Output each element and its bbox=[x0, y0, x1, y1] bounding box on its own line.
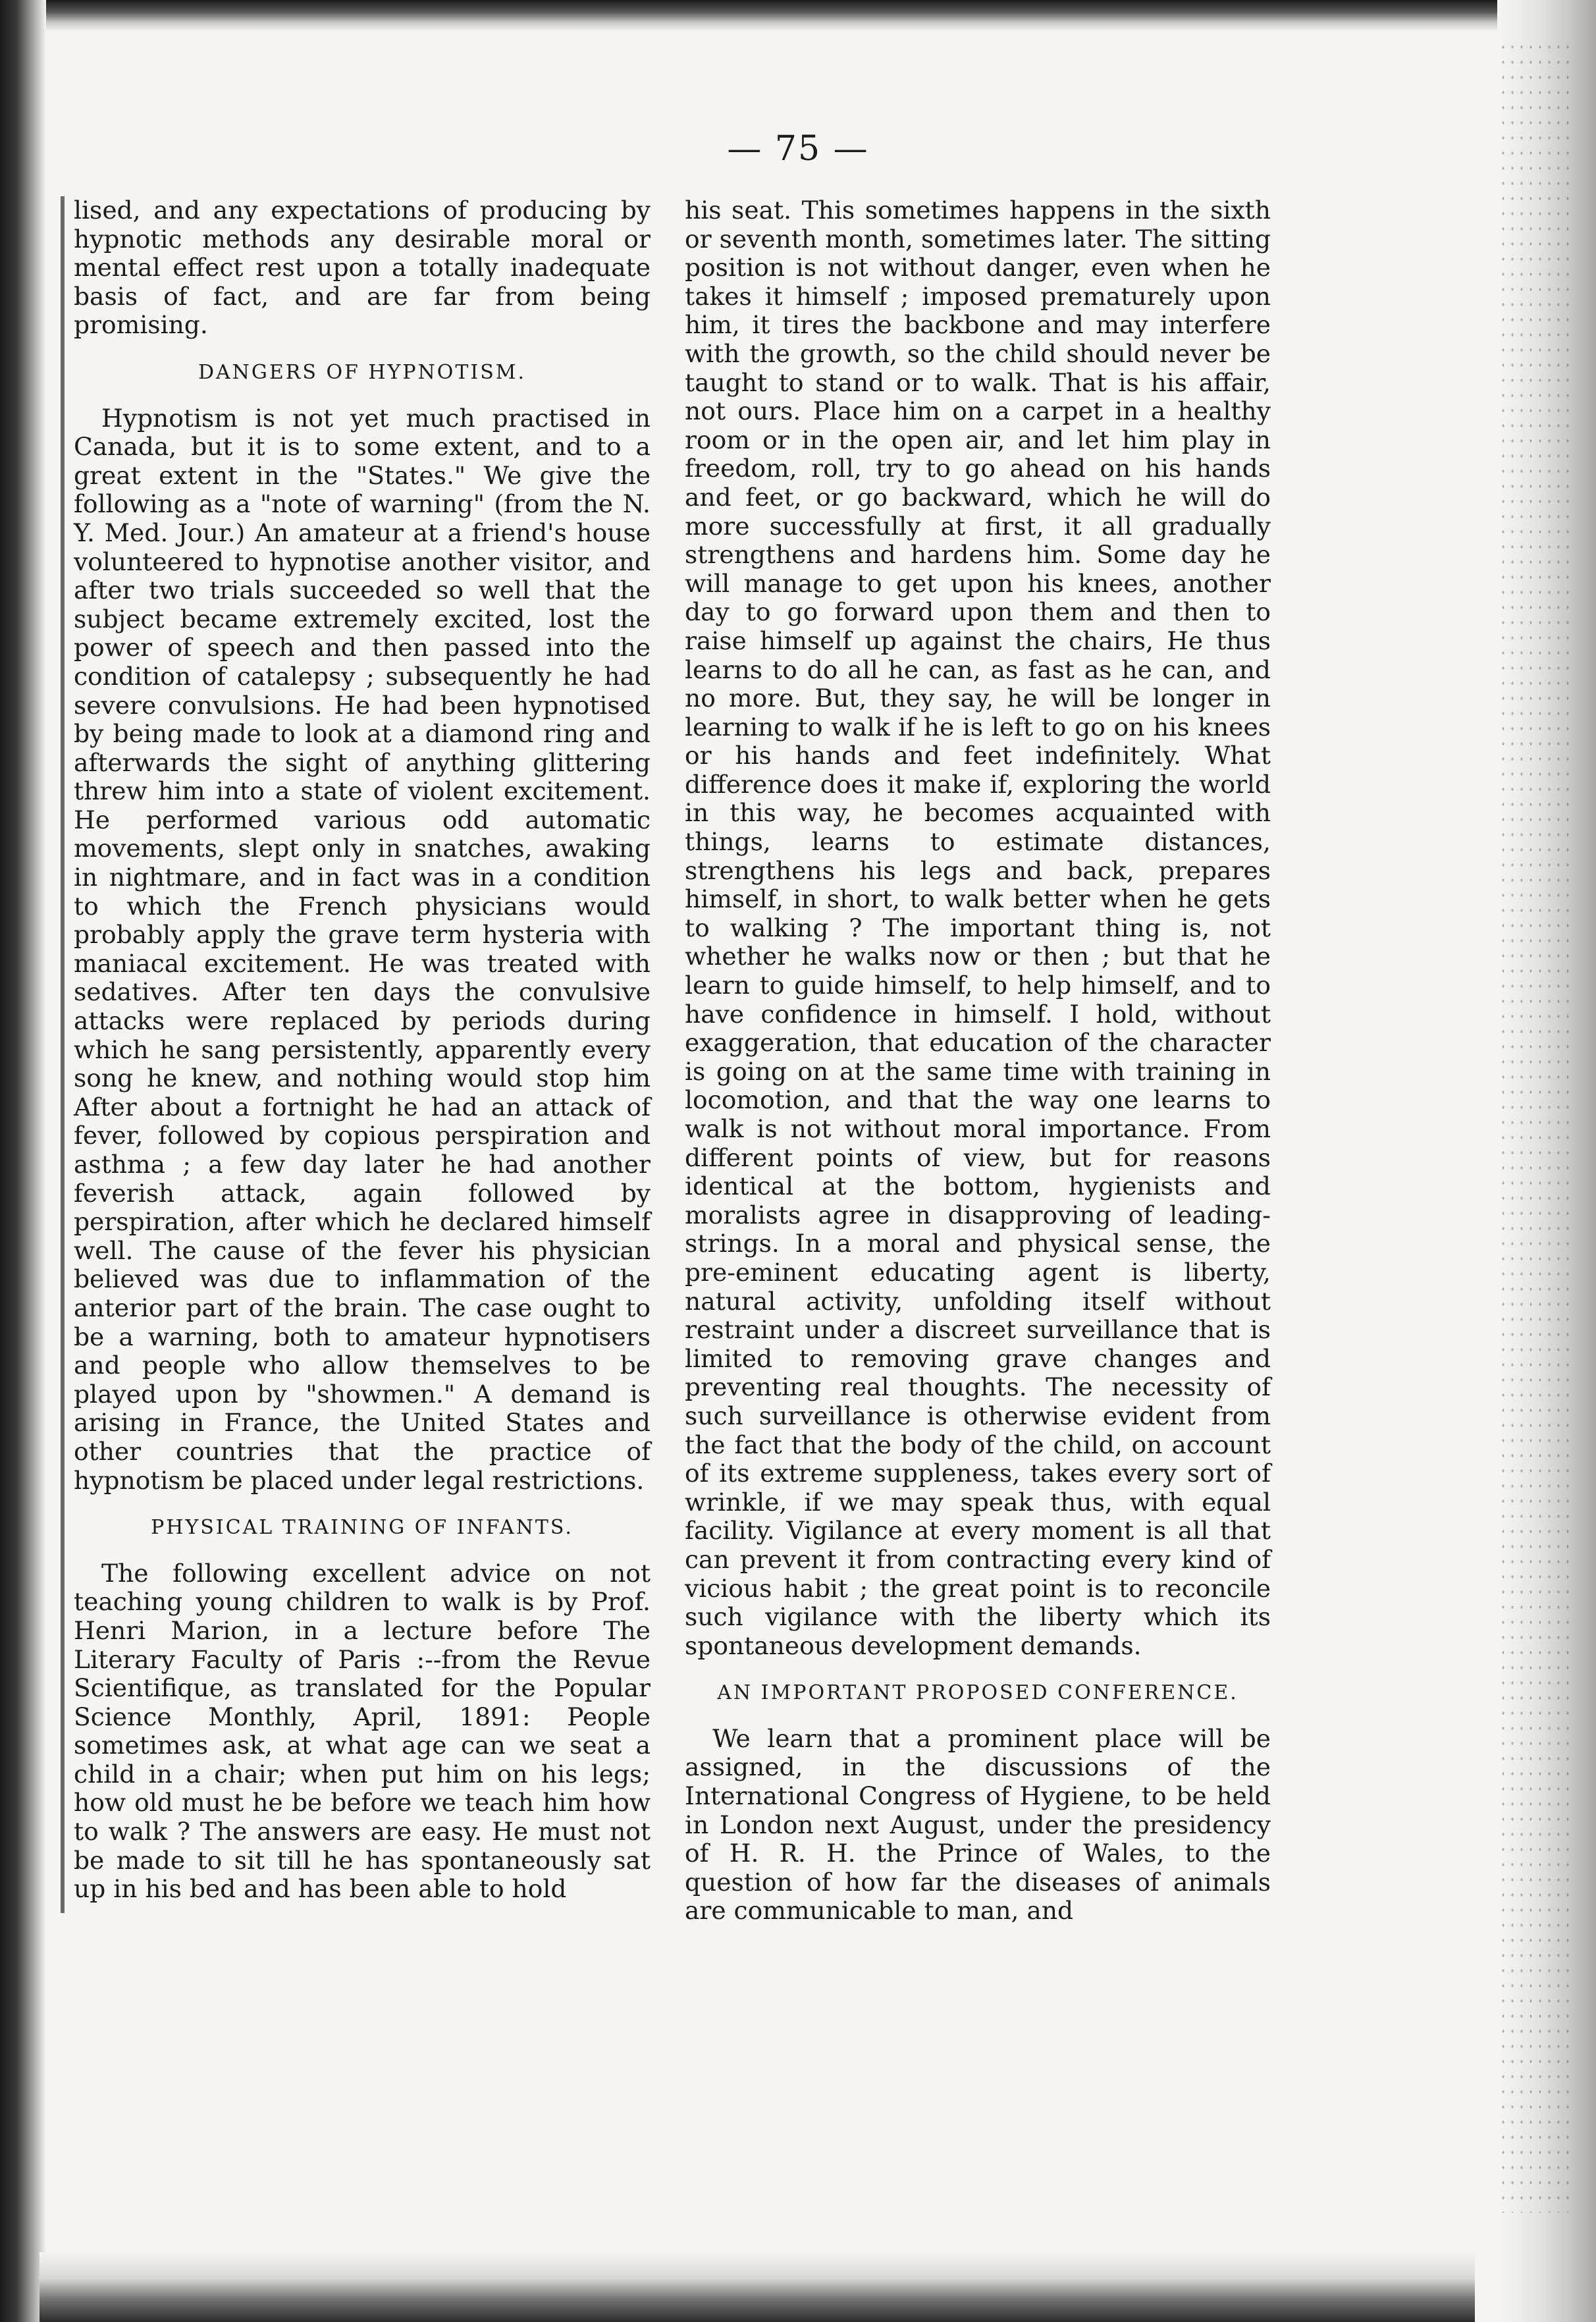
page-number: — 75 — bbox=[727, 129, 869, 169]
right-column bbox=[685, 196, 1271, 1935]
heading-dangers-of-hypnotism: DANGERS OF HYPNOTISM. bbox=[198, 360, 527, 384]
paragraph-dangers: Hypnotism is not yet much practised in Canada, but it is to some extent, and to a great extent in the "States." We give the following as a "note of warning" (from the N. Y. Med. Jour.) An amateur at a friend's house volunteered to hypnotise another visitor, and after two trials succeeded so well that the subject became extremely excited, lost the power of speech and then passed into the condition of catalepsy ; subsequently he had severe convulsions. He had been hypnotised by being made to look at a diamond ring and afterwards the sight of anything glittering threw him into a state of violent excitement. He performed various odd automatic movements, slept only in snatches, awaking in nightmare, and in fact was in a condition to which the French physicians would probably apply the grave term hysteria with maniacal excitement. He was treated with sedatives. After ten days the convulsive attacks were replaced by periods during which he sang persistently, apparently every song he knew, and nothing would stop him After about a fortnight he had an attack of fever, followed by copious perspiration and asthma ; a few day later he had another feverish attack, again followed by perspiration, after which he declared himself well. The cause of the fever his physician believed was due to inflammation of the anterior part of the brain. The case ought to be a warning, both to amateur hypnotisers and people who allow themselves to be played upon by "showmen." A demand is arising in France, the United States and other countries that the practice of hypnotism be placed under legal restrictions. bbox=[74, 403, 651, 1495]
heading-important-conference: AN IMPORTANT PROPOSED CONFERENCE. bbox=[717, 1681, 1238, 1705]
scan-noise-dots bbox=[1499, 40, 1571, 2213]
left-column bbox=[61, 196, 651, 1913]
paragraph-conference: We learn that a prominent place will be assigned, in the discussions of the International Congress of Hygiene, to be held in London next August, under the presidency of H. R. H. the Prince of Wales, to the question of how far the diseases of animals are communicable to man, and bbox=[685, 1723, 1271, 1926]
paragraph-training: The following excellent advice on not teaching young children to walk is by Prof. Henri Marion, in a lecture before The Literary Faculty of Paris :--from the Revue Scientifique, as translated for the Popular Science Monthly, April, 1891: People sometimes ask, at what age can we seat a child in a chair; when put him on his legs; how old must he be before we teach him how to walk ? The answers are easy. He must not be made to sit till he has spontaneously sat up in his bed and has been able to hold bbox=[74, 1558, 651, 1904]
paragraph-continued: his seat. This sometimes happens in the sixth or seventh month, sometimes later. The sitting position is not without danger, even when he takes it himself ; imposed prematurely upon him, it tires the backbone and may interfere with the growth, so the child should never be taught to stand or to walk. That is his affair, not ours. Place him on a carpet in a healthy room or in the open air, and let him play in freedom, roll, try to go ahead on his hands and feet, or go backward, which he will do more successfully at first, it all gradually strengthens and hardens him. Some day he will manage to get upon his knees, another day to go forward upon them and then to raise himself up against the chairs, He thus learns to do all he can, as fast as he can, and no more. But, they say, he will be longer in learning to walk if he is left to go on his knees or his hands and feet indefinitely. What difference does it make if, exploring the world in this way, he becomes acquainted with things, learns to estimate distances, strengthens his legs and back, prepares himself, in short, to walk better when he gets to walking ? The important thing is, not whether he walks now or then ; but that he learn to guide himself, to help himself, and to have confidence in himself. I hold, without exaggeration, that education of the character is going on at the same time with training in locomotion, and that the way one learns to walk is not without moral importance. From different points of view, but for reasons identical at the bottom, hygienists and moralists agree in disapproving of leading-strings. In a moral and physical sense, the pre-eminent educating agent is liberty, natural activity, unfolding itself without restraint under a discreet surveillance that is limited to removing grave changes and preventing real thoughts. The necessity of such surveillance is otherwise evident from the fact that the body of the child, on account of its extreme suppleness, takes every sort of wrinkle, if we may speak thus, with equal facility. Vigilance at every moment is all that can prevent it from contracting every kind of vicious habit ; the great point is to reconcile such vigilance with the liberty which its spontaneous development demands. bbox=[685, 196, 1271, 1660]
scan-border-bottom bbox=[40, 2252, 1475, 2322]
scan-border-left bbox=[0, 0, 46, 2322]
heading-physical-training: PHYSICAL TRAINING OF INFANTS. bbox=[151, 1516, 573, 1540]
scan-border-top bbox=[0, 0, 1596, 32]
paragraph-intro: lised, and any expectations of producing by hypnotic methods any desirable moral or mental effect rest upon a totally inadequate basis of fact, and are far from being promising. bbox=[74, 196, 651, 340]
